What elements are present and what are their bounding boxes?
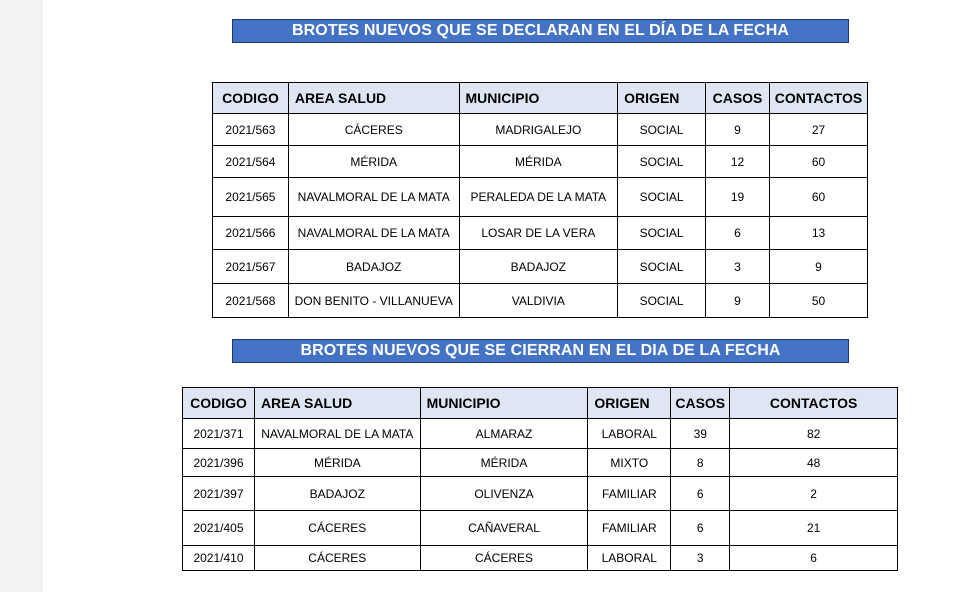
cell-casos: 12: [706, 146, 770, 178]
cell-area-salud: NAVALMORAL DE LA MATA: [288, 217, 459, 250]
cell-codigo: 2021/371: [183, 419, 255, 449]
cell-codigo: 2021/568: [213, 284, 289, 318]
table-row: [213, 284, 868, 318]
cell-casos: 6: [671, 511, 730, 546]
cell-origen: SOCIAL: [618, 284, 706, 318]
cell-contactos: 82: [730, 419, 898, 449]
cell-codigo: 2021/566: [213, 217, 289, 250]
table-row: [183, 511, 898, 546]
header-origen: ORIGEN: [588, 388, 671, 419]
cell-contactos: 13: [769, 217, 867, 250]
header-origen: ORIGEN: [618, 83, 706, 114]
table-row: [213, 114, 868, 146]
cell-municipio: BADAJOZ: [459, 250, 618, 284]
table-row: [183, 449, 898, 477]
cell-area-salud: BADAJOZ: [254, 477, 420, 511]
header-area-salud: AREA SALUD: [254, 388, 420, 419]
cell-area-salud: CÁCERES: [254, 511, 420, 546]
cell-origen: SOCIAL: [618, 250, 706, 284]
cell-casos: 6: [671, 477, 730, 511]
cell-contactos: 2: [730, 477, 898, 511]
cell-casos: 3: [671, 546, 730, 571]
cell-municipio: LOSAR DE LA VERA: [459, 217, 618, 250]
cell-origen: FAMILIAR: [588, 477, 671, 511]
cell-casos: 8: [671, 449, 730, 477]
table-row: [213, 217, 868, 250]
cell-municipio: PERALEDA DE LA MATA: [459, 178, 618, 217]
cell-casos: 39: [671, 419, 730, 449]
cell-area-salud: MÉRIDA: [254, 449, 420, 477]
cell-codigo: 2021/396: [183, 449, 255, 477]
cell-codigo: 2021/410: [183, 546, 255, 571]
cell-casos: 19: [706, 178, 770, 217]
header-codigo: CODIGO: [213, 83, 289, 114]
cell-municipio: MÉRIDA: [420, 449, 588, 477]
cell-origen: SOCIAL: [618, 146, 706, 178]
cell-area-salud: NAVALMORAL DE LA MATA: [254, 419, 420, 449]
cell-municipio: CÁCERES: [420, 546, 588, 571]
cell-codigo: 2021/565: [213, 178, 289, 217]
cell-codigo: 2021/564: [213, 146, 289, 178]
header-municipio: MUNICIPIO: [459, 83, 618, 114]
header-area-salud: AREA SALUD: [288, 83, 459, 114]
cell-casos: 3: [706, 250, 770, 284]
cell-municipio: MÉRIDA: [459, 146, 618, 178]
table-row: [213, 146, 868, 178]
table-row: [183, 419, 898, 449]
cell-area-salud: BADAJOZ: [288, 250, 459, 284]
cell-contactos: 6: [730, 546, 898, 571]
table-row: [183, 477, 898, 511]
cell-origen: SOCIAL: [618, 114, 706, 146]
cell-codigo: 2021/397: [183, 477, 255, 511]
table-header-row: [213, 83, 868, 114]
header-casos: CASOS: [671, 388, 730, 419]
cell-area-salud: MÉRIDA: [288, 146, 459, 178]
cell-municipio: VALDIVIA: [459, 284, 618, 318]
cell-casos: 6: [706, 217, 770, 250]
cell-municipio: OLIVENZA: [420, 477, 588, 511]
cell-area-salud: CÁCERES: [288, 114, 459, 146]
cell-origen: LABORAL: [588, 419, 671, 449]
table-row: [213, 250, 868, 284]
cell-codigo: 2021/563: [213, 114, 289, 146]
closed-outbreaks-table: [182, 387, 898, 571]
cell-casos: 9: [706, 114, 770, 146]
header-municipio: MUNICIPIO: [420, 388, 588, 419]
cell-codigo: 2021/405: [183, 511, 255, 546]
open-outbreaks-title: BROTES NUEVOS QUE SE DECLARAN EN EL DÍA DE LA FECHA: [232, 19, 849, 43]
closed-outbreaks-title: BROTES NUEVOS QUE SE CIERRAN EN EL DIA DE LA FECHA: [232, 339, 849, 363]
cell-area-salud: NAVALMORAL DE LA MATA: [288, 178, 459, 217]
cell-contactos: 50: [769, 284, 867, 318]
open-outbreaks-table: [212, 82, 868, 318]
header-contactos: CONTACTOS: [769, 83, 867, 114]
cell-casos: 9: [706, 284, 770, 318]
cell-contactos: 21: [730, 511, 898, 546]
cell-contactos: 9: [769, 250, 867, 284]
cell-codigo: 2021/567: [213, 250, 289, 284]
cell-contactos: 48: [730, 449, 898, 477]
cell-origen: SOCIAL: [618, 217, 706, 250]
cell-municipio: ALMARAZ: [420, 419, 588, 449]
table-row: [213, 178, 868, 217]
table-row: [183, 546, 898, 571]
header-contactos: CONTACTOS: [730, 388, 898, 419]
cell-municipio: MADRIGALEJO: [459, 114, 618, 146]
cell-area-salud: DON BENITO - VILLANUEVA: [288, 284, 459, 318]
cell-contactos: 60: [769, 146, 867, 178]
cell-origen: SOCIAL: [618, 178, 706, 217]
cell-area-salud: CÁCERES: [254, 546, 420, 571]
cell-municipio: CAÑAVERAL: [420, 511, 588, 546]
table-header-row: [183, 388, 898, 419]
header-codigo: CODIGO: [183, 388, 255, 419]
header-casos: CASOS: [706, 83, 770, 114]
cell-origen: LABORAL: [588, 546, 671, 571]
cell-contactos: 27: [769, 114, 867, 146]
cell-origen: FAMILIAR: [588, 511, 671, 546]
cell-origen: MIXTO: [588, 449, 671, 477]
cell-contactos: 60: [769, 178, 867, 217]
